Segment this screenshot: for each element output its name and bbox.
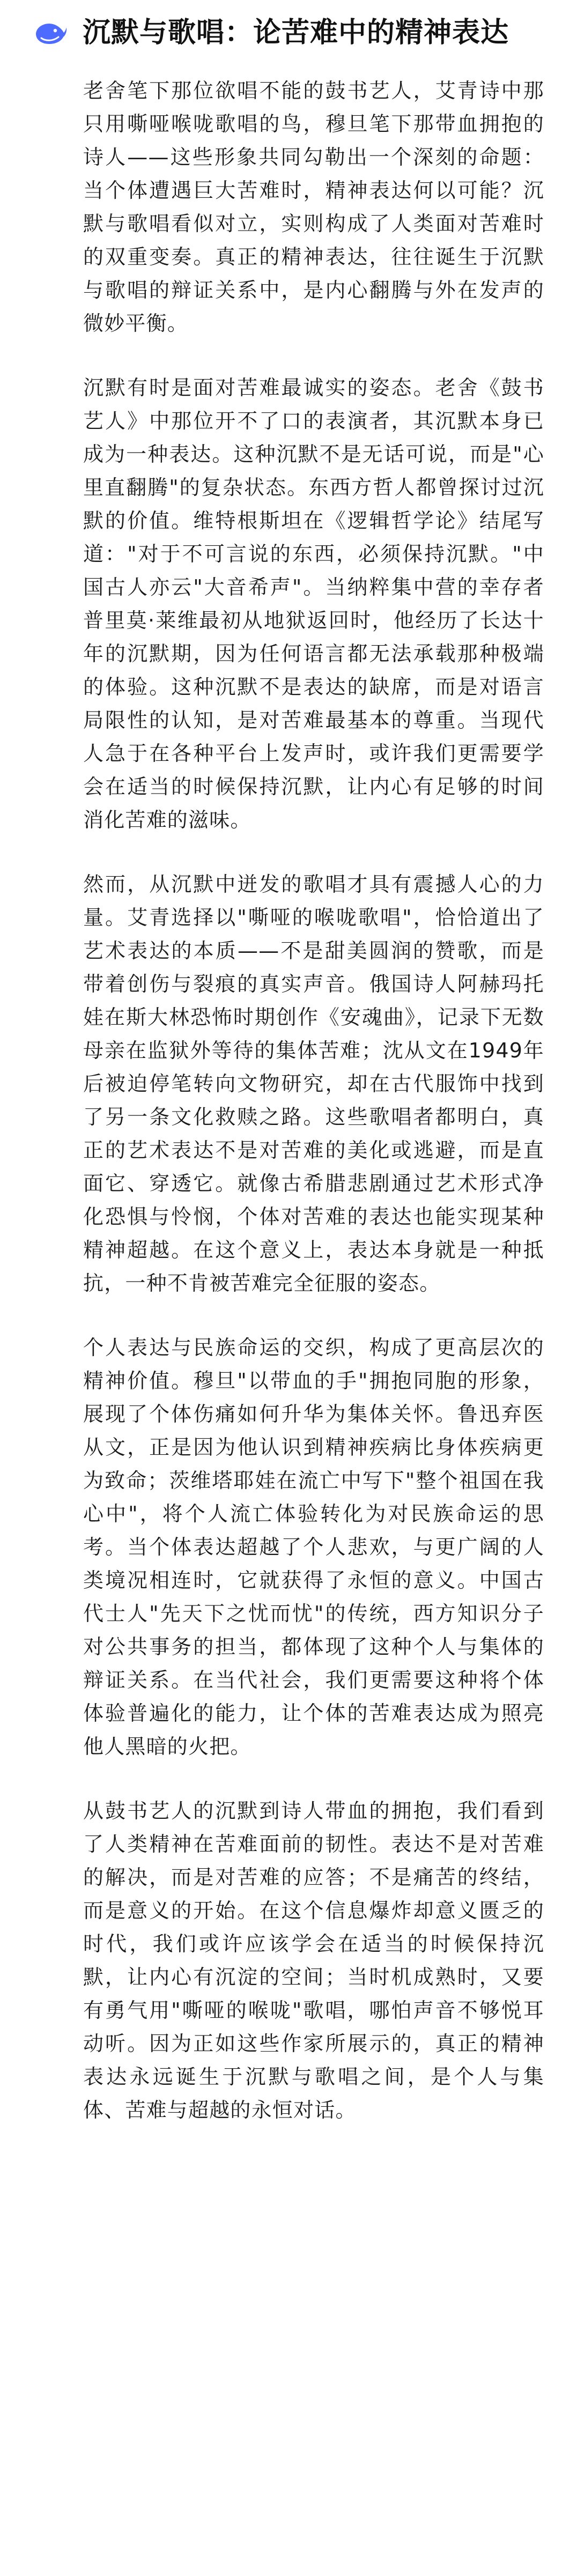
- article-body: [83, 74, 544, 2158]
- whale-logo-icon: [32, 14, 69, 51]
- paragraph-4: 个人表达与民族命运的交织，构成了更高层次的精神价值。穆旦"以带血的手"拥抱同胞的形象，展现了个体伤痛如何升华为集体关怀。鲁迅弃医从文，正是因为他认识到精神疾病比身体疾病更为致命；茨维塔耶娃在流亡中写下"整个祖国在我心中"，将个人流亡体验转化为对民族命运的思考。当个体表达超越了个人悲欢，与更广阔的人类境况相连时，它就获得了永恒的意义。中国古代士人"先天下之忧而忧"的传统，西方知识分子对公共事务的担当，都体现了这种个人与集体的辩证关系。在当代社会，我们更需要这种将个体体验普遍化的能力，让个体的苦难表达成为照亮他人黑暗的火把。: [83, 1336, 544, 1758]
- paragraph-2: 沉默有时是面对苦难最诚实的姿态。老舍《鼓书艺人》中那位开不了口的表演者，其沉默本身已成为一种表达。这种沉默不是无话可说，而是"心里直翻腾"的复杂状态。东西方哲人都曾探讨过沉默的价值。维特根斯坦在《逻辑哲学论》结尾写道："对于不可言说的东西，必须保持沉默。"中国古人亦云"大音希声"。当纳粹集中营的幸存者普里莫·莱维最初从地狱返回时，他经历了长达十年的沉默期，因为任何语言都无法承载那种极端的体验。这种沉默不是表达的缺席，而是对语言局限性的认知，是对苦难最基本的尊重。当现代人急于在各种平台上发声时，或许我们更需要学会在适当的时候保持沉默，让内心有足够的时间消化苦难的滋味。: [83, 376, 544, 832]
- article-header: [32, 14, 509, 51]
- paragraph-5: 从鼓书艺人的沉默到诗人带血的拥抱，我们看到了人类精神在苦难面前的韧性。表达不是对苦难的解决，而是对苦难的应答；不是痛苦的终结，而是意义的开始。在这个信息爆炸却意义匮乏的时代，我们或许应该学会在适当的时候保持沉默，让内心有沉淀的空间；当时机成熟时，又要有勇气用"嘶哑的喉咙"歌唱，哪怕声音不够悦耳动听。因为正如这些作家所展示的，真正的精神表达永远诞生于沉默与歌唱之间，是个人与集体、苦难与超越的永恒对话。: [83, 1799, 544, 2122]
- paragraph-3: 然而，从沉默中迸发的歌唱才具有震撼人心的力量。艾青选择以"嘶哑的喉咙歌唱"，恰恰道出了艺术表达的本质——不是甜美圆润的赞歌，而是带着创伤与裂痕的真实声音。俄国诗人阿赫玛托娃在斯大林恐怖时期创作《安魂曲》，记录下无数母亲在监狱外等待的集体苦难；沈从文在1949年后被迫停笔转向文物研究，却在古代服饰中找到了另一条文化救赎之路。这些歌唱者都明白，真正的艺术表达不是对苦难的美化或逃避，而是直面它、穿透它。就像古希腊悲剧通过艺术形式净化恐惧与怜悯，个体对苦难的表达也能实现某种精神超越。在这个意义上，表达本身就是一种抵抗，一种不肯被苦难完全征服的姿态。: [83, 872, 544, 1295]
- page-title: 沉默与歌唱：论苦难中的精神表达: [83, 17, 509, 49]
- paragraph-1: 老舍笔下那位欲唱不能的鼓书艺人，艾青诗中那只用嘶哑喉咙歌唱的鸟，穆旦笔下那带血拥抱的诗人——这些形象共同勾勒出一个深刻的命题：当个体遭遇巨大苦难时，精神表达何以可能？沉默与歌唱看似对立，实则构成了人类面对苦难时的双重变奏。真正的精神表达，往往诞生于沉默与歌唱的辩证关系中，是内心翻腾与外在发声的微妙平衡。: [83, 79, 544, 335]
